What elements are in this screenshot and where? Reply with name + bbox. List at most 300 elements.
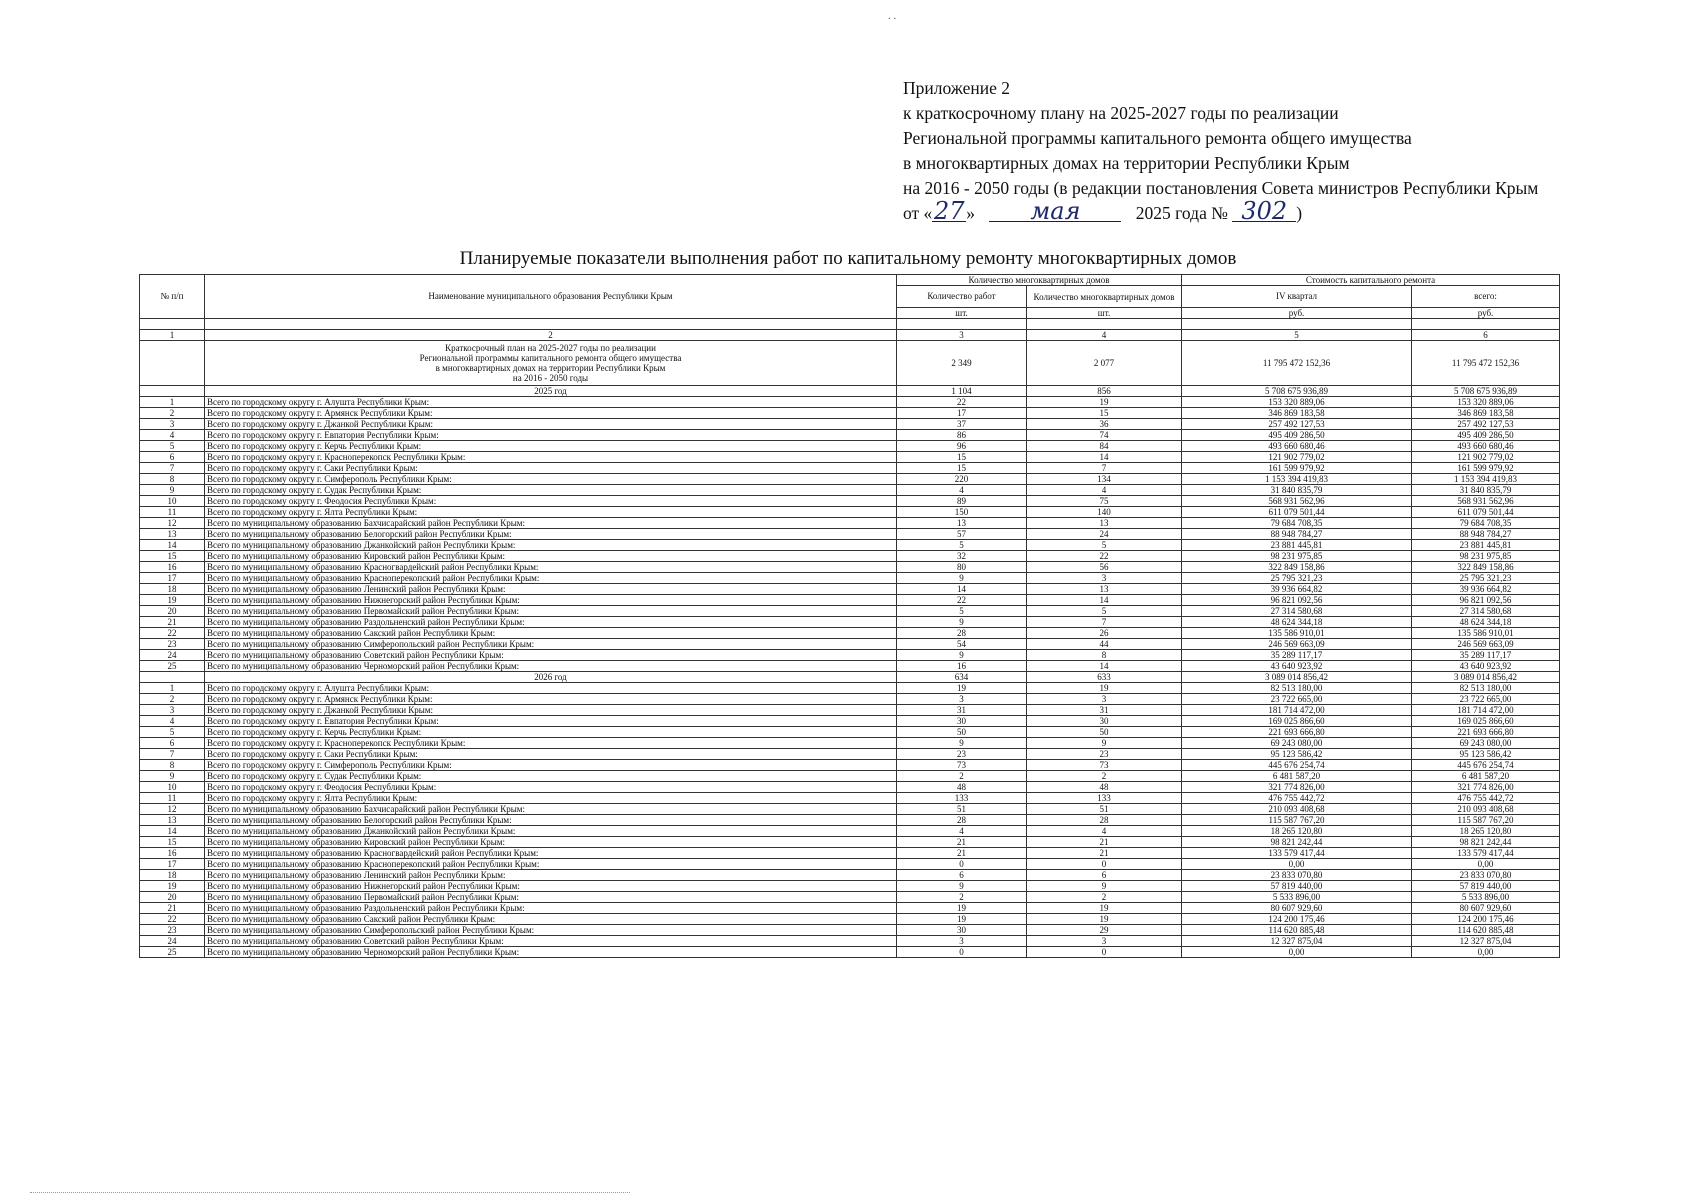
- row-num: 12: [140, 518, 205, 529]
- row-total: 23 881 445,81: [1412, 540, 1560, 551]
- row-municipality: Всего по муниципальному образованию Кировский район Республики Крым:: [205, 837, 897, 848]
- summary-row: [140, 341, 1560, 386]
- row-municipality: Всего по муниципальному образованию Ленинский район Республики Крым:: [205, 584, 897, 595]
- row-total: 476 755 442,72: [1412, 793, 1560, 804]
- table-row: [140, 914, 1560, 925]
- row-q4: 0,00: [1182, 947, 1412, 958]
- row-works: 86: [897, 430, 1027, 441]
- row-works: 0: [897, 859, 1027, 870]
- row-works: 2: [897, 771, 1027, 782]
- row-works: 21: [897, 848, 1027, 859]
- summary-title: [205, 341, 897, 386]
- date-mid: »: [966, 203, 976, 223]
- table-row: [140, 496, 1560, 507]
- index-cell: 3: [897, 330, 1027, 341]
- table-row: [140, 848, 1560, 859]
- row-municipality: Всего по городскому округу г. Ялта Республики Крым:: [205, 507, 897, 518]
- row-q4: 153 320 889,06: [1182, 397, 1412, 408]
- row-total: 135 586 910,01: [1412, 628, 1560, 639]
- row-municipality: Всего по городскому округу г. Судак Республики Крым:: [205, 485, 897, 496]
- row-num: 15: [140, 551, 205, 562]
- table-row: [140, 870, 1560, 881]
- row-total: 31 840 835,79: [1412, 485, 1560, 496]
- row-total: 35 289 117,17: [1412, 650, 1560, 661]
- table-row: [140, 925, 1560, 936]
- row-num: 1: [140, 683, 205, 694]
- scan-edge-line: [30, 1192, 630, 1193]
- row-works: 73: [897, 760, 1027, 771]
- row-num: 13: [140, 529, 205, 540]
- row-q4: 124 200 175,46: [1182, 914, 1412, 925]
- row-works: 80: [897, 562, 1027, 573]
- row-works: 5: [897, 606, 1027, 617]
- row-num: 4: [140, 430, 205, 441]
- row-num: 20: [140, 606, 205, 617]
- row-q4: 88 948 784,27: [1182, 529, 1412, 540]
- row-houses: 30: [1027, 716, 1182, 727]
- table-row: [140, 661, 1560, 672]
- handwritten-decree-number: 302: [1232, 201, 1296, 222]
- row-total: 181 714 472,00: [1412, 705, 1560, 716]
- row-municipality: Всего по городскому округу г. Джанкой Республики Крым:: [205, 705, 897, 716]
- row-houses: 23: [1027, 749, 1182, 760]
- row-total: 210 093 408,68: [1412, 804, 1560, 815]
- row-num: 18: [140, 870, 205, 881]
- row-q4: 98 821 242,44: [1182, 837, 1412, 848]
- top-dots: . .: [888, 10, 897, 22]
- row-q4: 568 931 562,96: [1182, 496, 1412, 507]
- row-municipality: Всего по городскому округу г. Керчь Республики Крым:: [205, 727, 897, 738]
- decree-date-line: [903, 197, 1538, 226]
- row-q4: 246 569 663,09: [1182, 639, 1412, 650]
- table-row: [140, 903, 1560, 914]
- index-cell: 6: [1412, 330, 1560, 341]
- row-municipality: Всего по муниципальному образованию Джанкойский район Республики Крым:: [205, 540, 897, 551]
- row-q4: 82 513 180,00: [1182, 683, 1412, 694]
- index-cell: 2: [205, 330, 897, 341]
- row-num: 2: [140, 694, 205, 705]
- table-row: [140, 639, 1560, 650]
- header-row-group: [140, 275, 1560, 286]
- row-total: 39 936 664,82: [1412, 584, 1560, 595]
- row-total: 18 265 120,80: [1412, 826, 1560, 837]
- row-municipality: Всего по городскому округу г. Красноперекопск Республики Крым:: [205, 452, 897, 463]
- row-houses: 0: [1027, 859, 1182, 870]
- row-total: 495 409 286,50: [1412, 430, 1560, 441]
- row-municipality: Всего по городскому округу г. Симферополь Республики Крым:: [205, 760, 897, 771]
- row-total: 221 693 666,80: [1412, 727, 1560, 738]
- row-num: 3: [140, 705, 205, 716]
- index-cell: 1: [140, 330, 205, 341]
- row-q4: 18 265 120,80: [1182, 826, 1412, 837]
- year-q4: 5 708 675 936,89: [1182, 386, 1412, 397]
- row-municipality: Всего по муниципальному образованию Раздольненский район Республики Крым:: [205, 617, 897, 628]
- row-municipality: Всего по муниципальному образованию Джанкойский район Республики Крым:: [205, 826, 897, 837]
- row-num: 23: [140, 639, 205, 650]
- row-num: 21: [140, 617, 205, 628]
- table-row: [140, 804, 1560, 815]
- row-works: 9: [897, 650, 1027, 661]
- row-num: 2: [140, 408, 205, 419]
- table-row: [140, 716, 1560, 727]
- row-q4: 135 586 910,01: [1182, 628, 1412, 639]
- row-municipality: Всего по муниципальному образованию Бахчисарайский район Республики Крым:: [205, 804, 897, 815]
- row-works: 220: [897, 474, 1027, 485]
- row-q4: 1 153 394 419,83: [1182, 474, 1412, 485]
- row-houses: 13: [1027, 518, 1182, 529]
- row-houses: 19: [1027, 903, 1182, 914]
- col-houses-header: Количество многоквартирных домов: [1027, 286, 1182, 308]
- row-houses: 48: [1027, 782, 1182, 793]
- row-works: 48: [897, 782, 1027, 793]
- row-houses: 4: [1027, 826, 1182, 837]
- row-total: 82 513 180,00: [1412, 683, 1560, 694]
- row-num: 20: [140, 892, 205, 903]
- row-houses: 3: [1027, 694, 1182, 705]
- summary-line: Региональной программы капитального ремонта общего имущества: [419, 353, 682, 363]
- unit-q4: руб.: [1182, 308, 1412, 319]
- row-total: 1 153 394 419,83: [1412, 474, 1560, 485]
- row-total: 169 025 866,60: [1412, 716, 1560, 727]
- row-municipality: Всего по муниципальному образованию Симферопольский район Республики Крым:: [205, 925, 897, 936]
- table-title: Планируемые показатели выполнения работ по капитальному ремонту многоквартирных домов: [459, 248, 1237, 269]
- row-q4: 23 722 665,00: [1182, 694, 1412, 705]
- table-row: [140, 826, 1560, 837]
- row-works: 50: [897, 727, 1027, 738]
- year-total: 3 089 014 856,42: [1412, 672, 1560, 683]
- summary-total: 11 795 472 152,36: [1412, 341, 1560, 386]
- row-num: 11: [140, 793, 205, 804]
- row-num: 6: [140, 452, 205, 463]
- row-works: 13: [897, 518, 1027, 529]
- table-row: [140, 936, 1560, 947]
- row-total: 98 821 242,44: [1412, 837, 1560, 848]
- table-row: [140, 463, 1560, 474]
- row-total: 98 231 975,85: [1412, 551, 1560, 562]
- col-total-header: всего:: [1412, 286, 1560, 308]
- row-works: 9: [897, 881, 1027, 892]
- row-q4: 25 795 321,23: [1182, 573, 1412, 584]
- row-q4: 23 833 070,80: [1182, 870, 1412, 881]
- date-prefix: от «: [903, 203, 933, 223]
- row-works: 5: [897, 540, 1027, 551]
- row-works: 32: [897, 551, 1027, 562]
- row-total: 57 819 440,00: [1412, 881, 1560, 892]
- row-q4: 221 693 666,80: [1182, 727, 1412, 738]
- table-row: [140, 562, 1560, 573]
- table-row: [140, 573, 1560, 584]
- table-row: [140, 947, 1560, 958]
- table-row: [140, 815, 1560, 826]
- row-works: 2: [897, 892, 1027, 903]
- table-row: [140, 881, 1560, 892]
- row-total: 96 821 092,56: [1412, 595, 1560, 606]
- year-num-cell: [140, 672, 205, 683]
- appendix-line: к краткосрочному плану на 2025-2027 годы по реализации: [903, 103, 1339, 123]
- row-total: 121 902 779,02: [1412, 452, 1560, 463]
- row-houses: 51: [1027, 804, 1182, 815]
- table-row: [140, 419, 1560, 430]
- table-row: [140, 683, 1560, 694]
- row-houses: 0: [1027, 947, 1182, 958]
- row-total: 114 620 885,48: [1412, 925, 1560, 936]
- row-q4: 43 640 923,92: [1182, 661, 1412, 672]
- row-municipality: Всего по муниципальному образованию Красногвардейский район Республики Крым:: [205, 848, 897, 859]
- row-works: 3: [897, 694, 1027, 705]
- table-row: [140, 650, 1560, 661]
- table-row: [140, 485, 1560, 496]
- row-num: 19: [140, 595, 205, 606]
- row-houses: 5: [1027, 606, 1182, 617]
- row-works: 22: [897, 595, 1027, 606]
- row-q4: 0,00: [1182, 859, 1412, 870]
- year-total: 5 708 675 936,89: [1412, 386, 1560, 397]
- row-works: 23: [897, 749, 1027, 760]
- row-num: 9: [140, 485, 205, 496]
- row-municipality: Всего по городскому округу г. Красноперекопск Республики Крым:: [205, 738, 897, 749]
- row-num: 10: [140, 782, 205, 793]
- summary-line: на 2016 - 2050 годы: [512, 373, 589, 383]
- row-houses: 7: [1027, 463, 1182, 474]
- row-houses: 2: [1027, 892, 1182, 903]
- table-row: [140, 837, 1560, 848]
- row-total: 493 660 680,46: [1412, 441, 1560, 452]
- row-total: 346 869 183,58: [1412, 408, 1560, 419]
- row-municipality: Всего по муниципальному образованию Бахчисарайский район Республики Крым:: [205, 518, 897, 529]
- row-municipality: Всего по городскому округу г. Армянск Республики Крым:: [205, 694, 897, 705]
- row-municipality: Всего по городскому округу г. Алушта Республики Крым:: [205, 683, 897, 694]
- table-row: [140, 595, 1560, 606]
- row-works: 14: [897, 584, 1027, 595]
- summary-line: в многоквартирных домах на территории Республики Крым: [435, 363, 666, 373]
- row-houses: 50: [1027, 727, 1182, 738]
- row-num: 18: [140, 584, 205, 595]
- row-works: 19: [897, 914, 1027, 925]
- row-num: 9: [140, 771, 205, 782]
- date-year: 2025 года №: [1135, 203, 1228, 223]
- row-num: 17: [140, 859, 205, 870]
- appendix-line: Приложение 2: [903, 78, 1011, 98]
- row-municipality: Всего по муниципальному образованию Раздольненский район Республики Крым:: [205, 903, 897, 914]
- row-works: 150: [897, 507, 1027, 518]
- table-row: [140, 551, 1560, 562]
- row-works: 51: [897, 804, 1027, 815]
- handwritten-day: 27: [934, 197, 965, 225]
- appendix-line: Региональной программы капитального ремонта общего имущества: [903, 128, 1412, 148]
- row-total: 133 579 417,44: [1412, 848, 1560, 859]
- row-works: 54: [897, 639, 1027, 650]
- table-row: [140, 628, 1560, 639]
- table-row: [140, 397, 1560, 408]
- row-houses: 14: [1027, 595, 1182, 606]
- table-row: [140, 859, 1560, 870]
- row-works: 9: [897, 738, 1027, 749]
- year-label: 2026 год: [205, 672, 897, 683]
- row-houses: 21: [1027, 837, 1182, 848]
- table-row: [140, 507, 1560, 518]
- table-row: [140, 540, 1560, 551]
- row-houses: 5: [1027, 540, 1182, 551]
- row-works: 28: [897, 815, 1027, 826]
- row-num: 4: [140, 716, 205, 727]
- row-q4: 48 624 344,18: [1182, 617, 1412, 628]
- row-works: 6: [897, 870, 1027, 881]
- row-total: 48 624 344,18: [1412, 617, 1560, 628]
- year-total-row: [140, 386, 1560, 397]
- table-row: [140, 584, 1560, 595]
- row-num: 24: [140, 936, 205, 947]
- row-total: 115 587 767,20: [1412, 815, 1560, 826]
- row-q4: 80 607 929,60: [1182, 903, 1412, 914]
- spacer-row: [140, 319, 1560, 330]
- row-municipality: Всего по городскому округу г. Феодосия Республики Крым:: [205, 782, 897, 793]
- row-total: 0,00: [1412, 859, 1560, 870]
- row-houses: 134: [1027, 474, 1182, 485]
- row-num: 6: [140, 738, 205, 749]
- row-municipality: Всего по муниципальному образованию Первомайский район Республики Крым:: [205, 606, 897, 617]
- row-municipality: Всего по городскому округу г. Армянск Республики Крым:: [205, 408, 897, 419]
- row-municipality: Всего по муниципальному образованию Нижнегорский район Республики Крым:: [205, 595, 897, 606]
- row-q4: 114 620 885,48: [1182, 925, 1412, 936]
- row-num: 13: [140, 815, 205, 826]
- table-row: [140, 738, 1560, 749]
- row-municipality: Всего по муниципальному образованию Кировский район Республики Крым:: [205, 551, 897, 562]
- table-row: [140, 529, 1560, 540]
- row-municipality: Всего по муниципальному образованию Белогорский район Республики Крым:: [205, 529, 897, 540]
- row-works: 22: [897, 397, 1027, 408]
- table-row: [140, 782, 1560, 793]
- row-total: 27 314 580,68: [1412, 606, 1560, 617]
- row-houses: 28: [1027, 815, 1182, 826]
- year-num-cell: [140, 386, 205, 397]
- row-num: 25: [140, 661, 205, 672]
- row-num: 24: [140, 650, 205, 661]
- date-suffix: ): [1296, 203, 1303, 223]
- row-num: 7: [140, 749, 205, 760]
- row-works: 19: [897, 683, 1027, 694]
- row-total: 12 327 875,04: [1412, 936, 1560, 947]
- row-num: 5: [140, 441, 205, 452]
- row-municipality: Всего по городскому округу г. Саки Республики Крым:: [205, 749, 897, 760]
- appendix-header: [903, 76, 1538, 226]
- row-houses: 14: [1027, 661, 1182, 672]
- row-total: 322 849 158,86: [1412, 562, 1560, 573]
- row-houses: 22: [1027, 551, 1182, 562]
- col-q4-header: IV квартал: [1182, 286, 1412, 308]
- row-municipality: Всего по муниципальному образованию Нижнегорский район Республики Крым:: [205, 881, 897, 892]
- row-total: 153 320 889,06: [1412, 397, 1560, 408]
- row-houses: 133: [1027, 793, 1182, 804]
- summary-line: Краткосрочный план на 2025-2027 годы по реализации: [445, 343, 656, 353]
- row-houses: 36: [1027, 419, 1182, 430]
- row-municipality: Всего по муниципальному образованию Красноперекопский район Республики Крым:: [205, 573, 897, 584]
- row-num: 7: [140, 463, 205, 474]
- row-houses: 9: [1027, 738, 1182, 749]
- row-houses: 15: [1027, 408, 1182, 419]
- table-row: [140, 771, 1560, 782]
- row-q4: 181 714 472,00: [1182, 705, 1412, 716]
- row-q4: 96 821 092,56: [1182, 595, 1412, 606]
- table-row: [140, 408, 1560, 419]
- row-houses: 24: [1027, 529, 1182, 540]
- row-q4: 210 093 408,68: [1182, 804, 1412, 815]
- row-total: 445 676 254,74: [1412, 760, 1560, 771]
- row-houses: 3: [1027, 573, 1182, 584]
- table-row: [140, 441, 1560, 452]
- index-row: [140, 330, 1560, 341]
- row-total: 25 795 321,23: [1412, 573, 1560, 584]
- row-q4: 169 025 866,60: [1182, 716, 1412, 727]
- row-municipality: Всего по городскому округу г. Керчь Республики Крым:: [205, 441, 897, 452]
- row-works: 133: [897, 793, 1027, 804]
- row-total: 95 123 586,42: [1412, 749, 1560, 760]
- year-works: 1 104: [897, 386, 1027, 397]
- row-houses: 19: [1027, 397, 1182, 408]
- row-num: 5: [140, 727, 205, 738]
- row-houses: 19: [1027, 683, 1182, 694]
- row-houses: 74: [1027, 430, 1182, 441]
- table-row: [140, 793, 1560, 804]
- row-num: 12: [140, 804, 205, 815]
- row-num: 22: [140, 628, 205, 639]
- col-works-header: Количество работ: [897, 286, 1027, 308]
- row-q4: 161 599 979,92: [1182, 463, 1412, 474]
- row-houses: 4: [1027, 485, 1182, 496]
- row-total: 88 948 784,27: [1412, 529, 1560, 540]
- row-total: 23 833 070,80: [1412, 870, 1560, 881]
- row-q4: 445 676 254,74: [1182, 760, 1412, 771]
- row-works: 19: [897, 903, 1027, 914]
- row-q4: 257 492 127,53: [1182, 419, 1412, 430]
- row-houses: 140: [1027, 507, 1182, 518]
- row-works: 30: [897, 716, 1027, 727]
- unit-houses: шт.: [1027, 308, 1182, 319]
- row-houses: 19: [1027, 914, 1182, 925]
- row-num: 8: [140, 474, 205, 485]
- row-num: 8: [140, 760, 205, 771]
- row-q4: 35 289 117,17: [1182, 650, 1412, 661]
- row-municipality: Всего по городскому округу г. Евпатория Республики Крым:: [205, 430, 897, 441]
- row-works: 89: [897, 496, 1027, 507]
- row-total: 79 684 708,35: [1412, 518, 1560, 529]
- year-houses: 856: [1027, 386, 1182, 397]
- row-q4: 611 079 501,44: [1182, 507, 1412, 518]
- row-houses: 44: [1027, 639, 1182, 650]
- table-row: [140, 430, 1560, 441]
- row-num: 22: [140, 914, 205, 925]
- row-num: 1: [140, 397, 205, 408]
- row-houses: 84: [1027, 441, 1182, 452]
- row-works: 4: [897, 826, 1027, 837]
- row-houses: 6: [1027, 870, 1182, 881]
- row-houses: 14: [1027, 452, 1182, 463]
- col-name-header: Наименование муниципального образования Республики Крым: [205, 275, 897, 319]
- row-q4: 322 849 158,86: [1182, 562, 1412, 573]
- row-works: 15: [897, 452, 1027, 463]
- row-houses: 26: [1027, 628, 1182, 639]
- row-houses: 29: [1027, 925, 1182, 936]
- row-municipality: Всего по муниципальному образованию Красногвардейский район Республики Крым:: [205, 562, 897, 573]
- row-works: 57: [897, 529, 1027, 540]
- unit-works: шт.: [897, 308, 1027, 319]
- row-total: 0,00: [1412, 947, 1560, 958]
- row-works: 9: [897, 617, 1027, 628]
- row-houses: 13: [1027, 584, 1182, 595]
- row-works: 4: [897, 485, 1027, 496]
- row-q4: 115 587 767,20: [1182, 815, 1412, 826]
- row-q4: 133 579 417,44: [1182, 848, 1412, 859]
- row-works: 31: [897, 705, 1027, 716]
